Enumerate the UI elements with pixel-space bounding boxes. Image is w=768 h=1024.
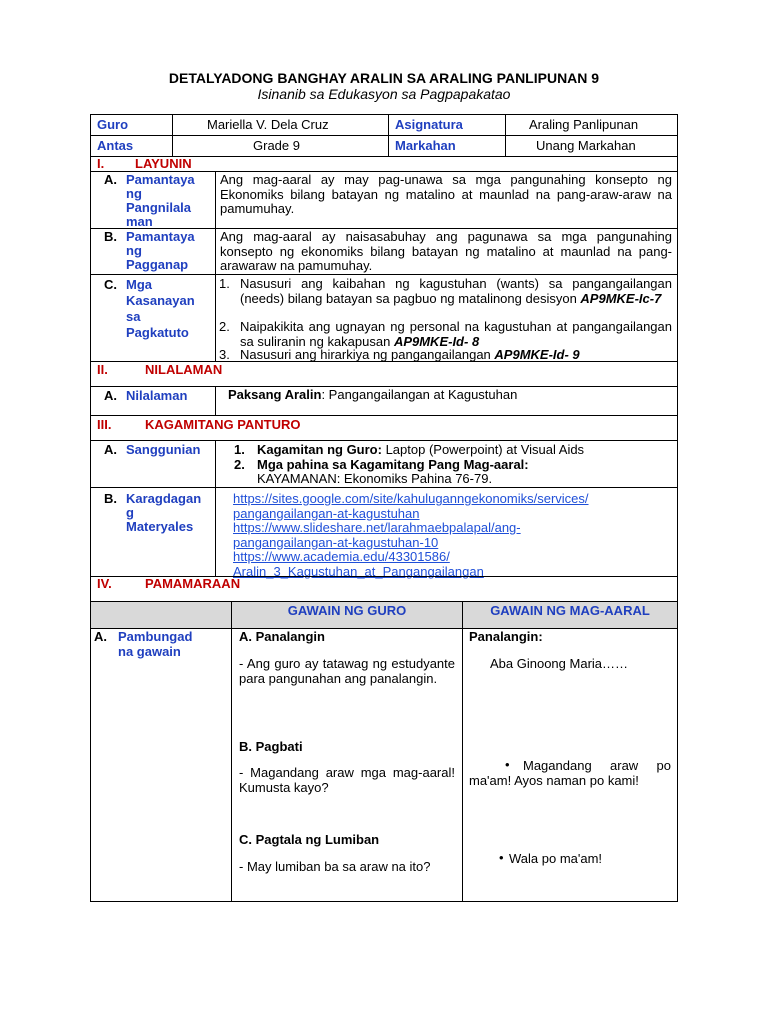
link-sites-google[interactable]: https://sites.google.com/site/kahuluganngekonomiks/services/	[233, 491, 589, 506]
markahan-value: Unang Markahan	[536, 138, 636, 153]
pambungad-label-cell: A. Pambungad na gawain	[90, 628, 232, 902]
antas-label-cell	[90, 135, 173, 157]
section-2-title: NILALAMAN	[145, 362, 223, 377]
bullet-icon: •	[499, 850, 504, 865]
gawain-mag-aaral-header	[462, 601, 678, 629]
link-slideshare[interactable]: https://www.slideshare.net/larahmaebpalapal/ang-	[233, 520, 521, 535]
pamamaraan-header-blank	[90, 601, 232, 629]
asignatura-value-cell	[505, 114, 678, 136]
link-slideshare-cont[interactable]: pangangailangan-at-kagustuhan-10	[233, 534, 439, 550]
section-1-number: I.	[97, 156, 105, 171]
pamantayan-nilalaman-label-cell: A. Pamantaya ng Pangnilala man	[90, 171, 216, 229]
section-3-number: III.	[97, 417, 112, 432]
sanggunian-text-cell: 1. Kagamitan ng Guro: Laptop (Powerpoint) at Visual Aids 2. Mga pahina sa Kagamitang Pang Mag-aaral: KAYAMANAN: Ekonomiks Pahina 76-79.	[215, 440, 678, 488]
pamantayan-nilalaman-text: Ang mag-aaral ay may pag-unawa sa mga pangunahing konsepto ng Ekonomiks bilang batayan ng matalino at maunlad na pang-araw-araw na pamumuhay.	[220, 172, 672, 216]
guro-value: Mariella V. Dela Cruz	[207, 117, 329, 132]
kagamitang-pang-mag-aaral: Mga pahina sa Kagamitang Pang Mag-aaral:	[257, 457, 529, 472]
paksang-aralin: Paksang Aralin: Pangangailangan at Kagustuhan	[228, 387, 518, 402]
guro-label: Guro	[97, 117, 129, 132]
section-4-title: PAMAMARAAN	[145, 576, 241, 591]
pagtala-title: C. Pagtala ng Lumiban	[239, 832, 380, 847]
document-subtitle: Isinanib sa Edukasyon sa Pagpapakatao	[257, 86, 511, 102]
paksang-aralin-cell	[215, 386, 678, 416]
link-academia[interactable]: https://www.academia.edu/43301586/	[233, 549, 450, 564]
section-2-number: II.	[97, 362, 108, 377]
section-3-title: KAGAMITANG PANTURO	[145, 417, 301, 432]
document-title: DETALYADONG BANGHAY ARALIN SA ARALING PANLIPUNAN 9	[168, 70, 600, 86]
kagamitan-guro: Kagamitan ng Guro: Laptop (Powerpoint) at Visual Aids	[257, 442, 585, 457]
pagbati-text: - Magandang araw mga mag-aaral! Kumusta kayo?	[239, 765, 455, 795]
nilalaman-label-cell: A. Nilalaman	[90, 386, 216, 416]
antas-value-cell	[172, 135, 389, 157]
panalangin-title: A. Panalangin	[239, 629, 325, 644]
sanggunian-label-cell: A. Sanggunian	[90, 440, 216, 488]
gawain-guro-title: GAWAIN NG GURO	[287, 603, 407, 618]
pamantayan-pagganap-text: Ang mag-aaral ay naisasabuhay ang pagunawa sa mga pangunahing konsepto ng ekonomiks bilang batayan ng matalino at maunlad na pang- arawaraw na pamumuhay.	[220, 229, 672, 273]
antas-value: Grade 9	[253, 138, 300, 153]
markahan-label: Markahan	[395, 138, 456, 153]
kasanayan-item-1: Nasusuri ang kaibahan ng kagustuhan (wants) sa pangangailangan (needs) bilang batayan sa pagbuo ng matalinong desisyon AP9MKE-Ic-7	[240, 276, 672, 306]
markahan-label-cell	[388, 135, 506, 157]
guro-value-cell	[172, 114, 389, 136]
kasanayan-item-3: Nasusuri ang hirarkiya ng pangangailangan AP9MKE-Id- 9	[240, 347, 580, 362]
antas-label: Antas	[97, 138, 134, 153]
karagdagang-materyales-label-cell: B. Karagdagan g Materyales	[90, 487, 216, 577]
section-1-title: LAYUNIN	[135, 156, 192, 171]
gawain-guro-header	[231, 601, 463, 629]
kasanayan-label-cell: C. Mga Kasanayan sa Pagkatuto	[90, 274, 216, 362]
guro-label-cell	[90, 114, 173, 136]
pamantayan-pagganap-label-cell: B. Pamantaya ng Pagganap	[90, 228, 216, 275]
asignatura-label: Asignatura	[395, 117, 463, 132]
kayamanan-pahina: KAYAMANAN: Ekonomiks Pahina 76-79.	[257, 471, 493, 486]
markahan-value-cell	[505, 135, 678, 157]
karagdagang-materyales-links-cell	[215, 487, 678, 577]
asignatura-label-cell	[388, 114, 506, 136]
pagtala-text: - May lumiban ba sa araw na ito?	[239, 859, 431, 874]
section-nilalaman-header	[90, 361, 678, 387]
panalangin-text: - Ang guro ay tatawag ng estudyante para pangunahan ang panalangin.	[239, 656, 455, 686]
lumiban-sagot: Wala po ma'am!	[509, 851, 603, 866]
gawain-mag-aaral-title: GAWAIN NG MAG-AARAL	[490, 603, 650, 618]
pagbati-title: B. Pagbati	[239, 739, 303, 754]
bullet-icon: •	[505, 757, 510, 772]
section-layunin-header	[90, 156, 678, 172]
section-kagamitan-header	[90, 415, 678, 441]
gawain-mag-aaral-cell	[462, 628, 678, 902]
kasanayan-text-cell: 1. Nasusuri ang kaibahan ng kagustuhan (wants) sa pangangailangan (needs) bilang batayan sa pagbuo ng matalinong desisyon AP9MKE-Ic-7 2. Naipakikita ang ugnayan ng personal na kagustuhan at pangangailangan sa suliranin ng kakapusan AP9MKE-Id- 8 3. Nasusuri ang hirarkiya ng pangangailangan AP9MKE-Id- 9	[215, 274, 678, 362]
panalangin-sagot-title: Panalangin:	[469, 629, 543, 644]
pamantayan-pagganap-text-cell	[215, 228, 678, 275]
asignatura-value: Araling Panlipunan	[529, 117, 639, 132]
pamantayan-nilalaman-text-cell	[215, 171, 678, 229]
link-sites-google-cont[interactable]: pangangailangan-at-kagustuhan	[233, 505, 420, 521]
gawain-guro-cell	[231, 628, 463, 902]
section-pamamaraan-header	[90, 576, 678, 602]
pagbati-sagot: Magandang araw po ma'am! Ayos naman po kami!	[469, 758, 671, 788]
kasanayan-item-2: Naipakikita ang ugnayan ng personal na kagustuhan at pangangailangan sa suliranin ng kakapusan AP9MKE-Id- 8	[240, 319, 672, 349]
section-4-number: IV.	[97, 576, 112, 591]
link-academia-cont[interactable]: Aralin_3_Kagustuhan_at_Pangangailangan	[233, 563, 484, 579]
panalangin-sagot: Aba Ginoong Maria……	[490, 656, 629, 671]
